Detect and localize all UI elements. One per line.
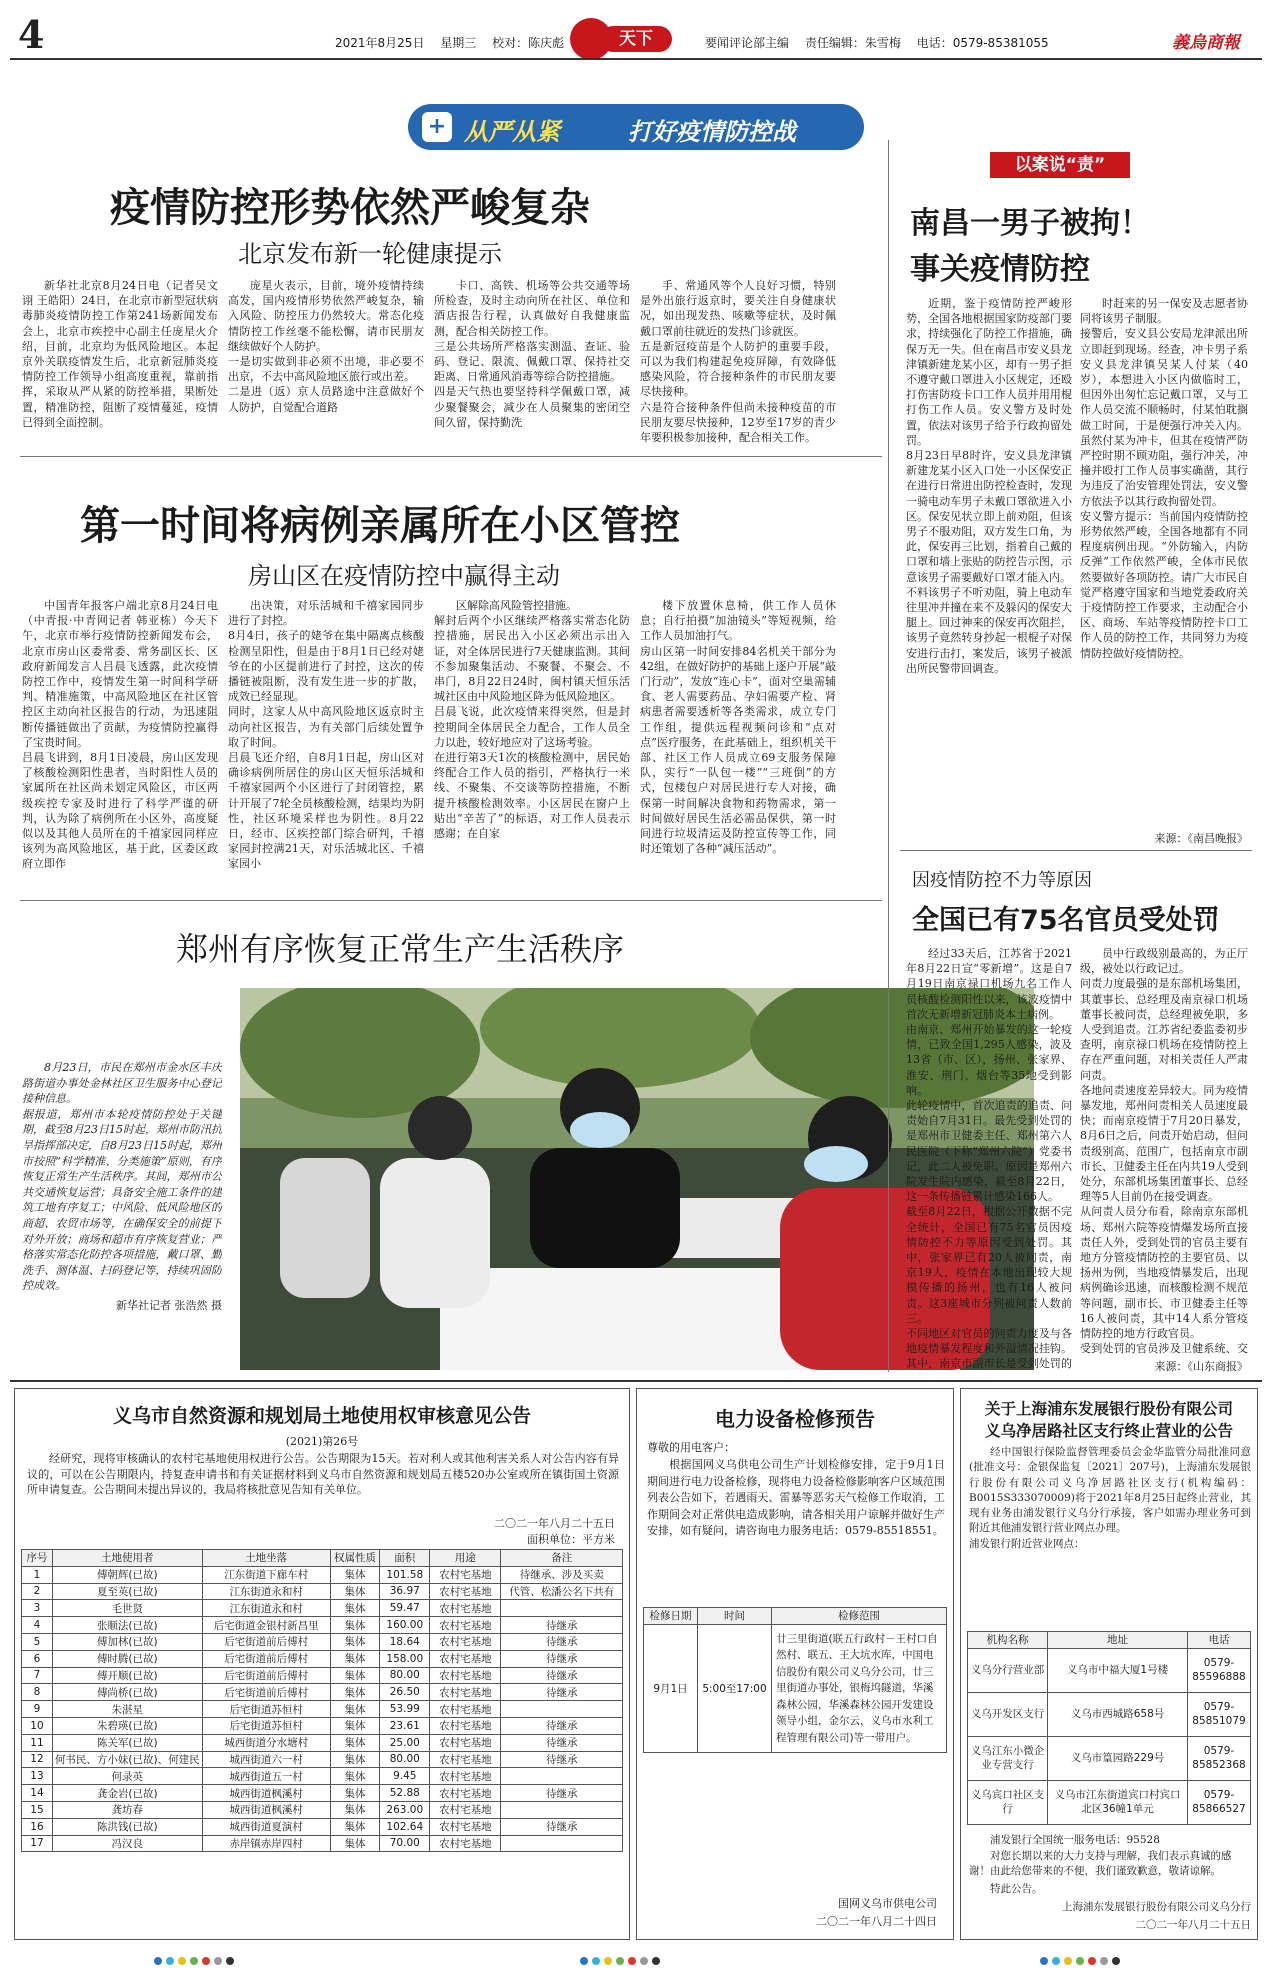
cell: 农村宅基地 — [430, 1785, 501, 1802]
cell: 80.00 — [380, 1751, 430, 1768]
cell: 待继承 — [501, 1717, 623, 1734]
cell: 陈关军(已故) — [52, 1734, 202, 1751]
article2-subtitle: 房山区在疫情防控中赢得主动 — [248, 562, 560, 590]
phone: 电话：0579-85381055 — [916, 36, 1049, 50]
cell: 何书民、方小妹(已故)、何建民 — [52, 1751, 202, 1768]
photo-credit: 新华社记者 张浩然 摄 — [116, 1298, 222, 1312]
cell: 农村宅基地 — [430, 1583, 501, 1600]
column-header: 土地使用者 — [52, 1550, 202, 1567]
article1-col1-text: 新华社北京8月24日电（记者吴文诩 王皓阳）24日，在北京市新型冠状病毒肺炎疫情防控工作第241场新闻发布会上，北京市疾控中心副主任庞星火介绍，目前，北京均为低风险地区。本起京外关联疫情发生后，北京新冠肺炎疫情防控工作领导小组高度重视，靠前指挥，采取从严从紧的防控举措，果断处置，精准防控，阻断了疫情蔓延，疫情已得到全面控制。 — [22, 279, 218, 429]
power-notice-signature: 国网义乌市供电公司 — [838, 1897, 937, 1910]
issue-date: 2021年8月25日 — [335, 36, 425, 50]
table-row — [22, 1785, 623, 1802]
cell: 集体 — [330, 1768, 379, 1785]
cell: 18.64 — [380, 1633, 430, 1650]
cell: 101.58 — [380, 1566, 430, 1583]
cell — [501, 1835, 623, 1852]
column-header: 备注 — [501, 1550, 623, 1567]
cell: 13 — [22, 1768, 53, 1785]
table-row — [22, 1650, 623, 1667]
power-notice-body: 根据国网义乌供电公司生产计划检修安排，定于9月1日期间进行电力设备检修，现将电力设备检修影响客户区域范围列表公告如下，若遇雨天、雷暴等恶劣天气检修工作取消，工作期间会对正常供电造成影响，请各相关用户谅解并做好生产安排，如有疑问，请咨询电力服务电话：0579-85518551。 — [647, 1458, 945, 1538]
proofreader: 校对：陈庆彪 — [492, 36, 565, 50]
cell: 农村宅基地 — [430, 1734, 501, 1751]
cell: 8 — [22, 1684, 53, 1701]
editor: 责任编辑：朱雪梅 — [804, 36, 901, 50]
cell: 后宅街道前后傅村 — [202, 1667, 330, 1684]
table-row — [22, 1600, 623, 1617]
cell: 后宅街道前后傅村 — [202, 1633, 330, 1650]
column-header: 用途 — [430, 1550, 501, 1567]
land-notice-title: 义乌市自然资源和规划局土地使用权审核意见公告 — [112, 1405, 531, 1427]
cell: 26.50 — [380, 1684, 430, 1701]
table-header-row — [968, 1632, 1251, 1649]
color-bar-right — [1040, 1950, 1124, 1962]
section-name: 天下 — [600, 26, 672, 52]
theme-banner — [408, 104, 864, 150]
table-row — [22, 1583, 623, 1600]
article3-title: 郑州有序恢复正常生产生活秩序 — [176, 930, 625, 968]
color-bar-left — [154, 1950, 238, 1962]
cell: 廿三里街道(联五行政村－王村口自然村、联五、王大坑水库，中国电信股份有限公司义乌分公司，廿三里街道办事处，银梅坞隧道，华溪森林公园，华溪森林公园开发建设领导小组，金尔云，义乌市水利工程管理有限公司)等一带用户。 — [772, 1624, 947, 1753]
masthead-rule — [10, 58, 1262, 60]
cell: 后宅街道前后傅村 — [202, 1650, 330, 1667]
article2-col1 — [22, 598, 218, 896]
land-notice-date: 二〇二一年八月二十五日 — [494, 1517, 615, 1530]
cell: 158.00 — [380, 1650, 430, 1667]
article2-col4 — [640, 598, 836, 896]
cell: 农村宅基地 — [430, 1701, 501, 1718]
weekday: 星期三 — [440, 36, 477, 50]
land-table-body — [22, 1566, 623, 1852]
cell: 义乌市江东街道宾口村宾口北区36幢1单元 — [1048, 1780, 1188, 1824]
cell: 张顺法(已故) — [52, 1617, 202, 1634]
article1-col3-text: 卡口、高铁、机场等公共交通等场所检查，及时主动向所在社区、单位和酒店报告行程，认真做好自我健康监测，配合相关防控工作。 三是公共场所严格落实测温、查证、验码、登记、限流、佩戴口罩、保持社交距离、日常通风消毒等综合防控措施。 四是天气热也要坚持科学佩戴口罩，减少聚餐聚会，减少在人员聚集的密闭空间久留，保持勤洗 — [434, 279, 630, 429]
article1-col3 — [434, 278, 630, 450]
sidebar1-title-line2: 事关疫情防控 — [910, 252, 1090, 287]
column-header: 检修范围 — [772, 1608, 947, 1625]
article2-col4-text: 楼下放置休息椅，供工作人员休息；自行拍摄“加油镜头”等短视频，给工作人员加油打气。 房山区第一时间安排84名机关干部分为42组，在做好防护的基础上逐户开展“敲门行动”，发放“连心卡”，面对空巢需辅食、老人需要药品、孕妇需要产检、肾病患者需要透析等各类需求，成立专门工作组，提供远程视频问诊和“点对点”医疗服务，在此基础上，组织机关干部、社区工作人员成立69支服务保障队，实行“一队包一楼”“三班倒”的方式，包楼包户对居民进行专人对接，确保第一时间解决食物和药物需求，第一时间做好居民生活必需品保供，第一时间进行垃圾清运及防控宣传等工作，同时还策划了各种“减压活动”。 — [640, 599, 836, 856]
cell: 集体 — [330, 1734, 379, 1751]
cell: 代管、松潘公名下共有 — [501, 1583, 623, 1600]
masthead — [0, 0, 1272, 62]
sidebar1-col1 — [906, 296, 1072, 844]
cell: 5 — [22, 1633, 53, 1650]
sidebar2-col1 — [906, 946, 1072, 1372]
table-row — [22, 1835, 623, 1852]
cell: 集体 — [330, 1801, 379, 1818]
sidebar1-title-line1: 南昌一男子被拘！ — [910, 206, 1150, 241]
article2-title: 第一时间将病例亲属所在小区管控 — [80, 503, 680, 549]
column-header: 面积 — [380, 1550, 430, 1567]
bank-branch-table — [967, 1631, 1251, 1825]
table-row — [22, 1751, 623, 1768]
cell: 15 — [22, 1801, 53, 1818]
cell: 傅开顺(已故) — [52, 1667, 202, 1684]
cell: 城西街道六一村 — [202, 1751, 330, 1768]
column-header: 土地坐落 — [202, 1550, 330, 1567]
sidebar2-col1-text: 经过33天后，江苏省于2021年8月22日宣“零新增”。这是自7月19日南京禄口机场九名工作人员核酸检测阳性以来，该波疫情中首次无新增新冠肺炎本土病例。 由南京、郑州开始暴发的这一轮疫情，已致全国1,295人感染，波及13省（市、区），扬州、张家界、淮安、荆门、烟台等35地受到影响。 此轮疫情中，首次追责的追责、问责始自7月31日。最先受到处罚的是郑州市卫健委主任、郑州第六人民医院（下称“郑州六院”）党委书记，此二人被免职。原因是郑州六院发生院内感染，截至8月22日，这一条传播链累计感染166人。 截至8月22日，根据公开数据不完全统计，全国已有75名官员因疫情防控不力等原因受到处罚。其中，张家界已有20人被问责，南京19人，疫情在本地出现较大规模传播的扬州，也有16人被问责。这3座城市分列被问责人数前三。 不同地区对官员的问责力度及与各地疫情暴发程度和外溢情况挂钩。其中，南京市副市长是受到处罚的 — [906, 947, 1072, 1371]
cell: 江东街道下廊车村 — [202, 1566, 330, 1583]
sidebar1-col1-text: 近期，鉴于疫情防控严峻形势，全国各地根据国家防疫部门要求，持续强化了防控工作措施，确保万无一失。但在南昌市安义县龙津镇新建龙某小区，却有一男子拒不遵守戴口罩进入小区规定，还殴打伤害防疫卡口工作人员并用用棍打伤工作人员。安义警方及时处置，依法对该男子给予行政拘留处罚。 8月23日早8时许，安义县龙津镇新建龙某小区入口处一小区保安正在进行日常进出防控检查时，发现一骑电动车男子未戴口罩欲进入小区。保安见状立即上前劝阻，但该男子不服劝阻，双方发生口角，为此，保安再三比划，指着自己戴的口罩和墙上张贴的防控告示图，示意该男子需要戴好口罩才能入内。 不料该男子不听劝阻，骑上电动车往里冲并撞在来不及躲闪的保安大腿上。回过神来的保安再次阻拦，该男子竟然转身抄起一根棍子对保安进行击打，案发后，该男子被派出所民警带回调查。 — [906, 297, 1072, 675]
cell: 义乌宾口社区支行 — [968, 1780, 1048, 1824]
cell: 102.64 — [380, 1818, 430, 1835]
sidebar2-kicker: 因疫情防控不力等原因 — [912, 870, 1092, 891]
table-row — [968, 1648, 1251, 1692]
table-row — [22, 1684, 623, 1701]
article1-col4 — [640, 278, 836, 450]
article1-title: 疫情防控形势依然严峻复杂 — [110, 185, 590, 231]
article1-subtitle: 北京发布新一轮健康提示 — [238, 240, 502, 268]
cell: 傅朝辉(已故) — [52, 1566, 202, 1583]
cell — [501, 1801, 623, 1818]
cell: 集体 — [330, 1785, 379, 1802]
cell: 城西街道枫溪村 — [202, 1785, 330, 1802]
page-number: 4 — [18, 12, 45, 57]
masthead-right-info — [705, 34, 1061, 51]
article2-col3-text: 区解除高风险管控措施。 解封后两个小区继续严格落实常态化防控措施，居民出入小区必须出示出入证，对全体居民进行7天健康监测。其间不参加聚集活动、不聚餐、不聚会、不串门，8月22日24时，闽村镇天恒乐活城社区由中风险地区降为低风险地区。 吕晨飞说，此次疫情来得突然，但是封控期间全体居民全力配合，工作人员全力以赴，较好地应对了这场考验。 在进行第3天1次的核酸检测中，居民始终配合工作人员的指引，严格执行一米线、不聚集、不交谈等防控措施，不断提升核酸检测效率。小区居民在窗户上贴出“辛苦了”的标语，对工作人员表示感谢；在自家 — [434, 599, 630, 841]
article2-col3 — [434, 598, 630, 896]
power-notice-table — [643, 1607, 947, 1753]
cell: 集体 — [330, 1818, 379, 1835]
cell: 朱碧瑛(已故) — [52, 1717, 202, 1734]
article1-col2 — [228, 278, 424, 450]
cell: 农村宅基地 — [430, 1600, 501, 1617]
cell: 16 — [22, 1818, 53, 1835]
cell: 待继承 — [501, 1650, 623, 1667]
cell: 农村宅基地 — [430, 1566, 501, 1583]
cell: 集体 — [330, 1617, 379, 1634]
cell: 集体 — [330, 1650, 379, 1667]
cell: 14 — [22, 1785, 53, 1802]
table-row — [22, 1801, 623, 1818]
cell: 5:00至17:00 — [698, 1624, 772, 1753]
cell: 53.99 — [380, 1701, 430, 1718]
cell: 9.45 — [380, 1768, 430, 1785]
paper-name: 義烏商報 — [1172, 33, 1240, 53]
power-notice-title: 电力设备检修预告 — [715, 1407, 875, 1431]
power-notice-greeting: 尊敬的用电客户： — [647, 1441, 735, 1454]
cell: 0579-85866527 — [1188, 1780, 1251, 1824]
cell: 农村宅基地 — [430, 1818, 501, 1835]
land-notice-table — [21, 1549, 623, 1852]
cell: 集体 — [330, 1566, 379, 1583]
column-header: 电话 — [1188, 1632, 1251, 1649]
cell: 傅时腾(已故) — [52, 1650, 202, 1667]
cell: 0579-85852368 — [1188, 1736, 1251, 1780]
cell: 7 — [22, 1667, 53, 1684]
cell: 70.00 — [380, 1835, 430, 1852]
cell: 城西街道枫溪村 — [202, 1801, 330, 1818]
cell: 263.00 — [380, 1801, 430, 1818]
cell — [501, 1600, 623, 1617]
cell: 160.00 — [380, 1617, 430, 1634]
cell: 集体 — [330, 1684, 379, 1701]
cell: 陈洪钱(已故) — [52, 1818, 202, 1835]
article1-col1 — [22, 278, 218, 450]
cell: 傅加林(已故) — [52, 1633, 202, 1650]
divider — [888, 140, 889, 1372]
bank-notice-title-2: 义乌净居路社区支行终止营业的公告 — [984, 1422, 1233, 1440]
chief-editor: 要闻评论部主编 — [705, 36, 790, 50]
cell: 36.97 — [380, 1583, 430, 1600]
cell: 何录英 — [52, 1768, 202, 1785]
cell: 傅尚桥(已故) — [52, 1684, 202, 1701]
cell: 集体 — [330, 1633, 379, 1650]
power-notice — [636, 1388, 954, 1940]
cell: 农村宅基地 — [430, 1633, 501, 1650]
cell: 4 — [22, 1617, 53, 1634]
cell: 农村宅基地 — [430, 1801, 501, 1818]
cell: 后宅街道金银村新昌里 — [202, 1617, 330, 1634]
sidebar2-col2 — [1080, 946, 1248, 1356]
divider — [20, 900, 882, 901]
cell: 后宅街道前后傅村 — [202, 1684, 330, 1701]
table-row — [22, 1701, 623, 1718]
table-row — [968, 1780, 1251, 1824]
cell: 农村宅基地 — [430, 1684, 501, 1701]
cell: 待继承 — [501, 1617, 623, 1634]
cell: 江东街道永和村 — [202, 1583, 330, 1600]
cell: 2 — [22, 1583, 53, 1600]
cell: 朱湛星 — [52, 1701, 202, 1718]
banner-text-1: 从严从紧 — [464, 118, 560, 146]
shield-icon: + — [422, 112, 452, 142]
cell: 待继承 — [501, 1818, 623, 1835]
column-header: 时间 — [698, 1608, 772, 1625]
article1-col4-text: 手、常通风等个人良好习惯，特别是外出旅行返京时，要关注自身健康状况，如出现发热、咳嗽等症状，及时佩戴口罩前往就近的发热门诊就医。 五是新冠疫苗是个人防护的重要手段，可以为我们构建起免疫屏障，有效降低感染风险，符合接种条件的市民朋友要尽快接种。 六是符合接种条件但尚未接种疫苗的市民朋友要尽快接种，12岁至17岁的青少年要积极参加接种，配合相关工作。 — [640, 279, 836, 445]
bank-notice-title-1: 关于上海浦东发展银行股份有限公司 — [984, 1400, 1233, 1418]
table-row — [22, 1633, 623, 1650]
table-row — [22, 1768, 623, 1785]
cell: 17 — [22, 1835, 53, 1852]
article2-col2 — [228, 598, 424, 896]
sidebar2-source: 来源：《山东商报》 — [1154, 1360, 1248, 1373]
cell: 待继承 — [501, 1633, 623, 1650]
bank-table-body — [968, 1648, 1251, 1824]
cell: 80.00 — [380, 1667, 430, 1684]
cell: 11 — [22, 1734, 53, 1751]
cell: 义乌市西城路658号 — [1048, 1692, 1188, 1736]
column-header: 地址 — [1048, 1632, 1188, 1649]
table-row — [22, 1667, 623, 1684]
cell: 25.00 — [380, 1734, 430, 1751]
cell: 6 — [22, 1650, 53, 1667]
sidebar2-title: 全国已有75名官员受处罚 — [912, 905, 1220, 936]
bank-notice-signature: 上海浦东发展银行股份有限公司义乌分行 — [1062, 1901, 1251, 1913]
cell: 义乌分行营业部 — [968, 1648, 1048, 1692]
article2-col1-text: 中国青年报客户端北京8月24日电（中青报·中青网记者 韩亚栋）今天下午，北京市举行疫情防控新闻发布会，北京市房山区委常委、常务副区长、区政府新闻发言人吕晨飞透露，此次疫情防控工作中，疫情发生第一时间科学研判、精准施策，中高风险地区在社区管控区主动向社区报告的行动，为迅速阻断传播链做出了贡献，为疫情防控赢得了宝贵时间。 吕晨飞讲到，8月1日凌晨，房山区发现了核酸检测阳性患者，当时阳性人员的家属所在社区尚未划定风险区，市区两级疾控专家及时进行了科学严谨的研判，认为除了病例所在小区外，高度疑似以及其他人员所在的千禧家园同样应该列为高风险地区，基于此，区委区政府立即作 — [22, 599, 218, 871]
cell: 农村宅基地 — [430, 1617, 501, 1634]
sidebar-tag: 以案说“责” — [990, 152, 1130, 178]
cell: 义乌市中福大厦1号楼 — [1048, 1648, 1188, 1692]
bank-notice-closing: 特此公告。 — [990, 1883, 1043, 1895]
land-notice-number: (2021)第26号 — [285, 1435, 359, 1448]
cell: 农村宅基地 — [430, 1667, 501, 1684]
table-row — [968, 1736, 1251, 1780]
cell: 冯汉良 — [52, 1835, 202, 1852]
section-logo — [570, 18, 678, 58]
table-row — [968, 1692, 1251, 1736]
cell: 夏至英(已故) — [52, 1583, 202, 1600]
cell: 城西街道夏演村 — [202, 1818, 330, 1835]
cell — [501, 1701, 623, 1718]
divider — [900, 850, 1252, 851]
table-row — [22, 1566, 623, 1583]
sidebar1-col2 — [1080, 296, 1248, 828]
table-row — [22, 1717, 623, 1734]
cell: 城西街道五一村 — [202, 1768, 330, 1785]
cell: 待继承 — [501, 1684, 623, 1701]
divider — [10, 1380, 1262, 1382]
article1-col2-text: 庞星火表示，目前，境外疫情持续高发，国内疫情形势依然严峻复杂，输入风险、防控压力仍然较大。常态化疫情防控工作丝毫不能松懈，请市民朋友继续做好个人防护。 一是切实做到非必须不出境，非必要不出京，不去中高风险地区旅行或出差。 二是进（返）京人员路途中注意做好个人防护，自觉配合道路 — [228, 279, 424, 414]
land-notice — [14, 1388, 630, 1940]
cell: 集体 — [330, 1600, 379, 1617]
cell: 农村宅基地 — [430, 1717, 501, 1734]
color-bar-center — [580, 1950, 664, 1962]
cell: 待继承 — [501, 1785, 623, 1802]
cell: 3 — [22, 1600, 53, 1617]
cell: 集体 — [330, 1667, 379, 1684]
cell: 集体 — [330, 1751, 379, 1768]
table-row — [22, 1734, 623, 1751]
cell: 0579-85596888 — [1188, 1648, 1251, 1692]
cell: 后宅街道苏恒村 — [202, 1701, 330, 1718]
table-header-row — [644, 1608, 947, 1625]
cell: 农村宅基地 — [430, 1835, 501, 1852]
cell: 59.47 — [380, 1600, 430, 1617]
masthead-left-info — [335, 34, 576, 51]
cell: 待继承 — [501, 1751, 623, 1768]
column-header: 序号 — [22, 1550, 53, 1567]
banner-text-2: 打好疫情防控战 — [628, 118, 796, 146]
article3-text: 8月23日，市民在郑州市金水区丰庆路街道办事处金林社区卫生服务中心登记接种信息。 据报道，郑州市本轮疫情防控处于关键期，截至8月23日15时起，郑州市防汛抗旱指挥部决定，自8月23日15时起，郑州市按照“科学精准、分类施策”原则，有序恢复正常生产生活秩序。其间，郑州市公共交通恢复运营；具备安全施工条件的建筑工地有序复工；中风险、低风险地区的商超、农贸市场等，在确保安全的前提下对外开放；商场和超市有序恢复营业；严格落实常态化防控各项措施，戴口罩、勤洗手、测体温、扫码登记等，持续巩固防控成效。 — [22, 1061, 222, 1293]
cell — [501, 1768, 623, 1785]
cell: 赤岸镇赤岸四村 — [202, 1835, 330, 1852]
cell: 龚坊春 — [52, 1801, 202, 1818]
cell: 集体 — [330, 1701, 379, 1718]
cell: 义乌市篁园路229号 — [1048, 1736, 1188, 1780]
cell: 农村宅基地 — [430, 1650, 501, 1667]
bank-notice — [960, 1388, 1258, 1940]
sidebar1-col2-text: 时赶来的另一保安及志愿者协同将该男子制服。 接警后，安义县公安局龙津派出所立即赶到现场。经查，冲卡男子系安义县龙津镇吴某人付某（40岁），本想进入小区内做临时工，但因外出匆忙忘记戴口罩，又与工作人员交流不顺畅时，付某怕耽搁做工时间，于是便强行冲关入内。虽然付某为冲卡，但其在疫情严防严控时期不顾劝阻，强行冲关，冲撞并殴打工作人员事实确凿，其行为违反了治安管理处罚法，安义警方依法予以其行政拘留处罚。 安义警方提示：当前国内疫情防控形势依然严峻，全国各地都有不同程度病例出现。“外防输入，内防反弹”工作依然严峻，全体市民依然要做好各项防控。请广大市民自觉严格遵守国家和当地党委政府关于疫情防控工作要求，主动配合小区、商场、车站等疫情防控卡口工作人员的防控工作，共同努力为疫情防控做好疫情防控。 — [1080, 297, 1248, 660]
cell: 待继承、涉及买卖 — [501, 1566, 623, 1583]
column-header: 权属性质 — [330, 1550, 379, 1567]
cell: 农村宅基地 — [430, 1768, 501, 1785]
cell: 农村宅基地 — [430, 1751, 501, 1768]
cell: 集体 — [330, 1835, 379, 1852]
sidebar1-source: 来源：《南昌晚报》 — [1154, 832, 1248, 845]
bank-notice-hotline: 浦发银行全国统一服务电话：95528 — [990, 1834, 1160, 1846]
cell: 9 — [22, 1701, 53, 1718]
column-header: 机构名称 — [968, 1632, 1048, 1649]
cell: 12 — [22, 1751, 53, 1768]
article3-body — [22, 1060, 222, 1370]
cell: 9月1日 — [644, 1624, 698, 1753]
cell: 后宅街道苏恒村 — [202, 1717, 330, 1734]
cell: 集体 — [330, 1583, 379, 1600]
bank-notice-date: 二〇二一年八月二十五日 — [1135, 1919, 1251, 1931]
bank-notice-body: 经中国银行保险监督管理委员会金华监管分局批准同意(批准文号：金银保监复〔2021〕207号)，上海浦东发展银行股份有限公司义乌净居路社区支行(机构编码：B0015S333070009)将于2021年8月25日起终止营业，其现有业务由浦发银行义乌分行承接，客户如需办理业务可到附近其他浦发银行营业网点办理。 浦发银行附近营业网点： — [969, 1446, 1251, 1550]
table-row — [22, 1818, 623, 1835]
land-notice-unit: 面积单位：平方米 — [527, 1533, 615, 1546]
cell: 龚金岩(已故) — [52, 1785, 202, 1802]
cell: 0579-85851079 — [1188, 1692, 1251, 1736]
cell: 1 — [22, 1566, 53, 1583]
table-row — [22, 1617, 623, 1634]
table-header-row — [22, 1550, 623, 1567]
cell: 待继承 — [501, 1667, 623, 1684]
cell: 待继承 — [501, 1734, 623, 1751]
cell: 10 — [22, 1717, 53, 1734]
cell: 义乌江东小微企业专营支行 — [968, 1736, 1048, 1780]
cell: 52.88 — [380, 1785, 430, 1802]
cell: 毛世贤 — [52, 1600, 202, 1617]
sidebar2-col2-text: 员中行政级别最高的，为正厅级，被处以行政记过。 问责力度最强的是东部机场集团，其董事长、总经理及南京禄口机场董事长被问责，总经理被免职，多人受到追责。江苏省纪委监委初步查明，南京禄口机场在疫情防控上存在严重问题，对相关责任人严肃问责。 各地问责速度差异较大。同为疫情暴发地，郑州问责相关人员速度最快；而南京疫情于7月20日暴发，8月6日之后，问责开始启动，但问责级别高、范围广，包括南京市副市长、卫健委主任在内共19人受到处分，东部机场集团董事长、总经理等5人目前仍在接受调查。 从问责人员分布看，除南京东部机场、郑州六院等疫情爆发场所直接责任人外，受到处罚的官员主要有地方分管疫情防控的主要官员、以扬州为例，当地疫情暴发后，出现病例确诊迅速，而核酸检测不规范等问题，副市长、市卫健委主任等16人被问责，其中14人系分管疫情防控的地方行政官员。 受到处罚的官员涉及卫健系统、交 — [1080, 947, 1248, 1356]
cell: 义乌开发区支行 — [968, 1692, 1048, 1736]
table-row — [644, 1624, 947, 1753]
bank-notice-thanks: 对您长期以来的大力支持与理解，我们表示真诚的感谢！由此给您带来的不便，我们谨致歉意，敬请谅解。 — [969, 1850, 1232, 1877]
cell: 江东街道永和村 — [202, 1600, 330, 1617]
article2-col2-text: 出决策，对乐活城和千禧家园同步进行了封控。 8月4日，孩子的姥爷在集中隔离点核酸检测呈阳性，但是由于8月1日已经对姥爷在的小区提前进行了封控，这次的传播链被阻断，没有发生进一步的扩散，成效已经显现。 同时，这家人从中高风险地区返京时主动向社区报告，为有关部门后续处置争取了时间。 吕晨飞还介绍，自8月1日起，房山区对确诊病例所居住的房山区天恒乐活城和千禧家园两个小区进行了封闭管控，累计开展了7轮全员核酸检测，结果均为阴性，社区环境采样也为阴性。8月22日，经市、区疾控部门综合研判，千禧家园封控满21天，对乐活城北区、千禧家园小 — [228, 599, 424, 871]
cell: 23.61 — [380, 1717, 430, 1734]
cell: 集体 — [330, 1717, 379, 1734]
column-header: 检修日期 — [644, 1608, 698, 1625]
divider — [20, 456, 882, 457]
power-notice-date: 二〇二一年八月二十四日 — [816, 1915, 937, 1928]
land-notice-intro: 经研究，现将审核确认的农村宅基地使用权进行公告。公告期限为15天。若对利人或其他利害关系人对公告内容有异议的，可以在公告期限内，持复查申请书和有关证据材料到义乌市自然资源和规划局五楼520办公室或所在镇街国土资源所申请复查。公告期间未提出异议的，我局将核批意见告知有关单位。 — [27, 1452, 619, 1496]
cell: 城西街道分水塘村 — [202, 1734, 330, 1751]
